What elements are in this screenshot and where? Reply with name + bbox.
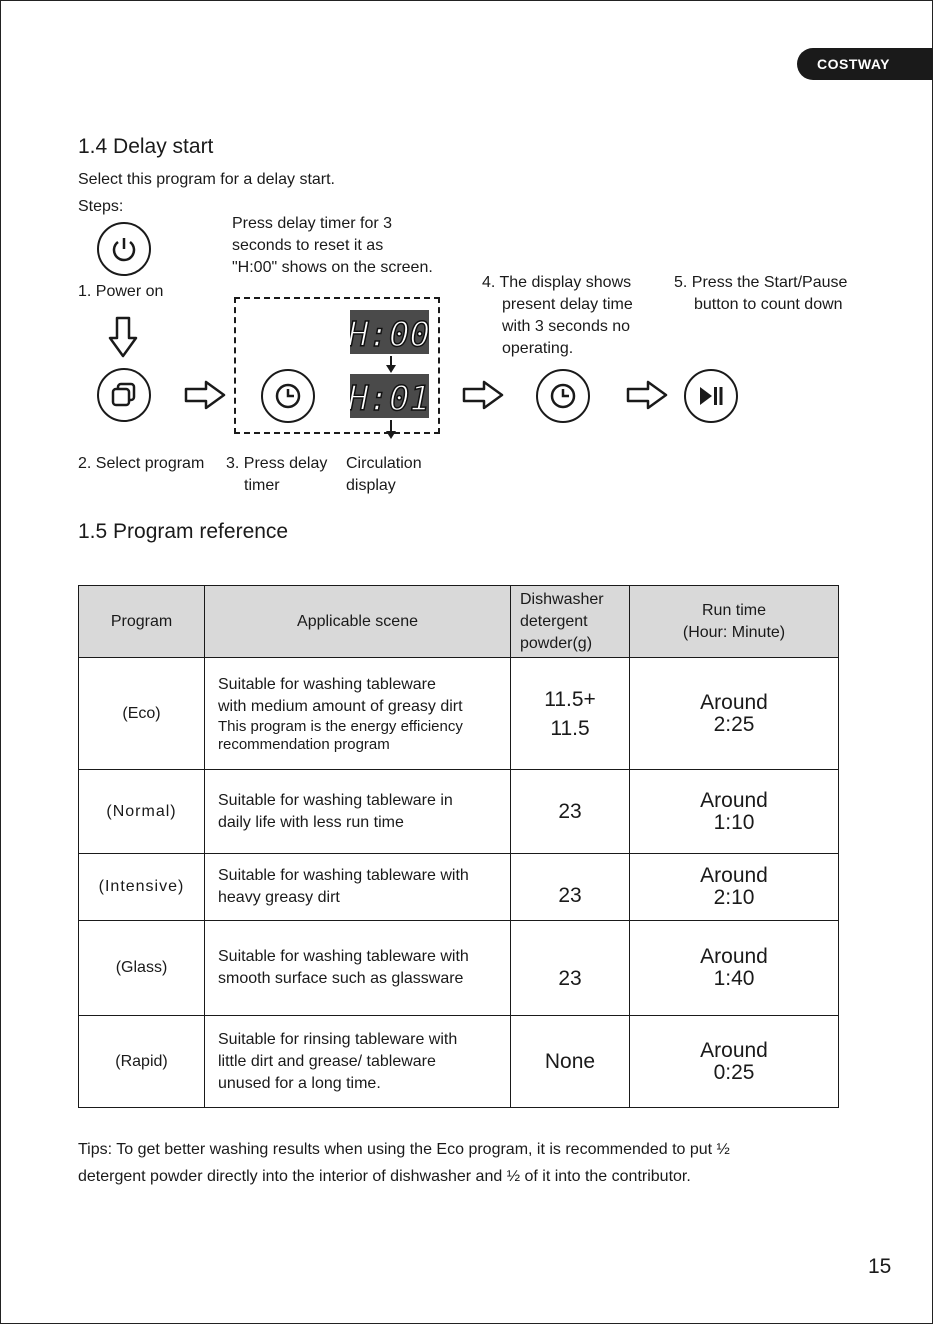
runtime-line: Around bbox=[700, 690, 768, 714]
step5-line: button to count down bbox=[694, 296, 843, 313]
scene-line: unused for a long time. bbox=[218, 1074, 381, 1092]
program-scene bbox=[205, 854, 511, 921]
step-press-delay-timer bbox=[226, 453, 327, 497]
table-header-row bbox=[79, 586, 839, 658]
program-detergent: 23 bbox=[511, 921, 630, 1016]
runtime-line: 2:25 bbox=[713, 712, 755, 736]
header-runtime-line: (Hour: Minute) bbox=[682, 623, 786, 641]
reference-title: 1.5 Program reference bbox=[78, 520, 289, 543]
circulation-line: Circulation bbox=[346, 455, 422, 472]
step3-line: timer bbox=[244, 477, 280, 494]
step3-line: 3. Press delay bbox=[226, 455, 328, 472]
step4-line: with 3 seconds no bbox=[502, 318, 631, 335]
program-runtime bbox=[630, 658, 839, 770]
runtime-line: 1:40 bbox=[713, 967, 755, 990]
program-name: (Glass) bbox=[79, 921, 205, 1016]
program-name: (Eco) bbox=[79, 658, 205, 770]
circulation-display-label bbox=[346, 453, 422, 497]
clock-icon bbox=[261, 369, 315, 423]
runtime-line: Around bbox=[700, 864, 768, 887]
header-detergent-line: detergent bbox=[520, 612, 588, 630]
program-name: (Rapid) bbox=[79, 1016, 205, 1108]
step-select-program: 2. Select program bbox=[78, 455, 205, 472]
lcd-display-bottom bbox=[350, 374, 429, 418]
tips-text bbox=[78, 1136, 838, 1190]
program-runtime bbox=[630, 921, 839, 1016]
runtime-line: 2:10 bbox=[713, 886, 755, 909]
table-row bbox=[79, 770, 839, 854]
program-scene bbox=[205, 770, 511, 854]
lcd-display-top bbox=[350, 310, 429, 354]
header-scene: Applicable scene bbox=[205, 586, 511, 658]
delay-intro: Select this program for a delay start. bbox=[78, 171, 335, 188]
brand-badge: COSTWAY bbox=[797, 48, 933, 80]
scene-line: Suitable for washing tableware bbox=[218, 675, 436, 693]
detergent-line: 11.5 bbox=[550, 716, 590, 740]
scene-line: smooth surface such as glassware bbox=[218, 970, 464, 987]
step-power-on: 1. Power on bbox=[78, 283, 164, 300]
program-detergent: None bbox=[511, 1016, 630, 1108]
tips-line: detergent powder directly into the interior of dishwasher and ½ of it into the contributor. bbox=[78, 1168, 691, 1185]
scene-line: heavy greasy dirt bbox=[218, 889, 340, 906]
program-runtime bbox=[630, 854, 839, 921]
header-detergent-line: powder(g) bbox=[520, 634, 593, 652]
display-bottom-text: H:01 bbox=[350, 379, 429, 418]
arrow-right-icon bbox=[462, 380, 504, 410]
scene-line: Suitable for rinsing tableware with bbox=[218, 1030, 458, 1048]
runtime-line: Around bbox=[700, 945, 768, 968]
header-program: Program bbox=[79, 586, 205, 658]
arrow-right-icon bbox=[626, 380, 668, 410]
table-row bbox=[79, 921, 839, 1016]
table-row bbox=[79, 854, 839, 921]
play-pause-icon bbox=[684, 369, 738, 423]
scene-line: daily life with less run time bbox=[218, 813, 404, 831]
scene-line: with medium amount of greasy dirt bbox=[218, 697, 463, 715]
program-scene bbox=[205, 921, 511, 1016]
step4-line: operating. bbox=[502, 340, 574, 357]
table-row bbox=[79, 1016, 839, 1108]
program-table bbox=[78, 585, 839, 1108]
display-top-text: H:00 bbox=[350, 315, 429, 354]
runtime-line: Around bbox=[700, 788, 768, 812]
arrow-down-icon bbox=[385, 356, 397, 374]
arrow-down-icon bbox=[108, 316, 138, 358]
program-detergent: 23 bbox=[511, 770, 630, 854]
arrow-right-icon bbox=[184, 380, 226, 410]
step-display-shows bbox=[482, 272, 633, 360]
step4-line: present delay time bbox=[502, 296, 633, 313]
detergent-line: 11.5+ bbox=[544, 687, 596, 711]
circulation-line: display bbox=[346, 477, 396, 494]
header-detergent-line: Dishwasher bbox=[520, 590, 604, 608]
table-row bbox=[79, 658, 839, 770]
runtime-line: 0:25 bbox=[713, 1060, 755, 1084]
press-note-line: Press delay timer for 3 bbox=[232, 215, 393, 232]
header-runtime bbox=[630, 586, 839, 658]
runtime-line: 1:10 bbox=[713, 810, 755, 834]
header-runtime-line: Run time bbox=[701, 601, 767, 619]
tips-line: Tips: To get better washing results when using the Eco program, it is recommended to put ½ bbox=[78, 1141, 730, 1158]
program-scene bbox=[205, 658, 511, 770]
program-name: (Intensive) bbox=[79, 854, 205, 921]
steps-label: Steps: bbox=[78, 198, 124, 215]
step5-line: 5. Press the Start/Pause bbox=[674, 274, 848, 291]
scene-note: This program is the energy efficiency bbox=[218, 717, 463, 735]
page-number: 15 bbox=[868, 1255, 892, 1278]
delay-title: 1.4 Delay start bbox=[78, 135, 214, 158]
scene-line: Suitable for washing tableware with bbox=[218, 948, 469, 965]
program-runtime bbox=[630, 770, 839, 854]
header-detergent bbox=[511, 586, 630, 658]
program-detergent: 23 bbox=[511, 854, 630, 921]
press-note-line: "H:00" shows on the screen. bbox=[232, 259, 433, 276]
power-icon bbox=[97, 222, 151, 276]
program-name: (Normal) bbox=[79, 770, 205, 854]
program-runtime bbox=[630, 1016, 839, 1108]
step4-line: 4. The display shows bbox=[482, 274, 632, 291]
scene-line: Suitable for washing tableware in bbox=[218, 791, 453, 809]
program-detergent bbox=[511, 658, 630, 770]
program-icon bbox=[97, 368, 151, 422]
press-note bbox=[232, 213, 433, 279]
scene-note: recommendation program bbox=[218, 735, 390, 753]
step-start-pause bbox=[674, 272, 847, 316]
scene-line: Suitable for washing tableware with bbox=[218, 867, 469, 884]
press-note-line: seconds to reset it as bbox=[232, 237, 384, 254]
runtime-line: Around bbox=[700, 1038, 768, 1062]
scene-line: little dirt and grease/ tableware bbox=[218, 1052, 436, 1070]
clock-icon bbox=[536, 369, 590, 423]
program-scene bbox=[205, 1016, 511, 1108]
arrow-down-icon bbox=[385, 420, 397, 440]
